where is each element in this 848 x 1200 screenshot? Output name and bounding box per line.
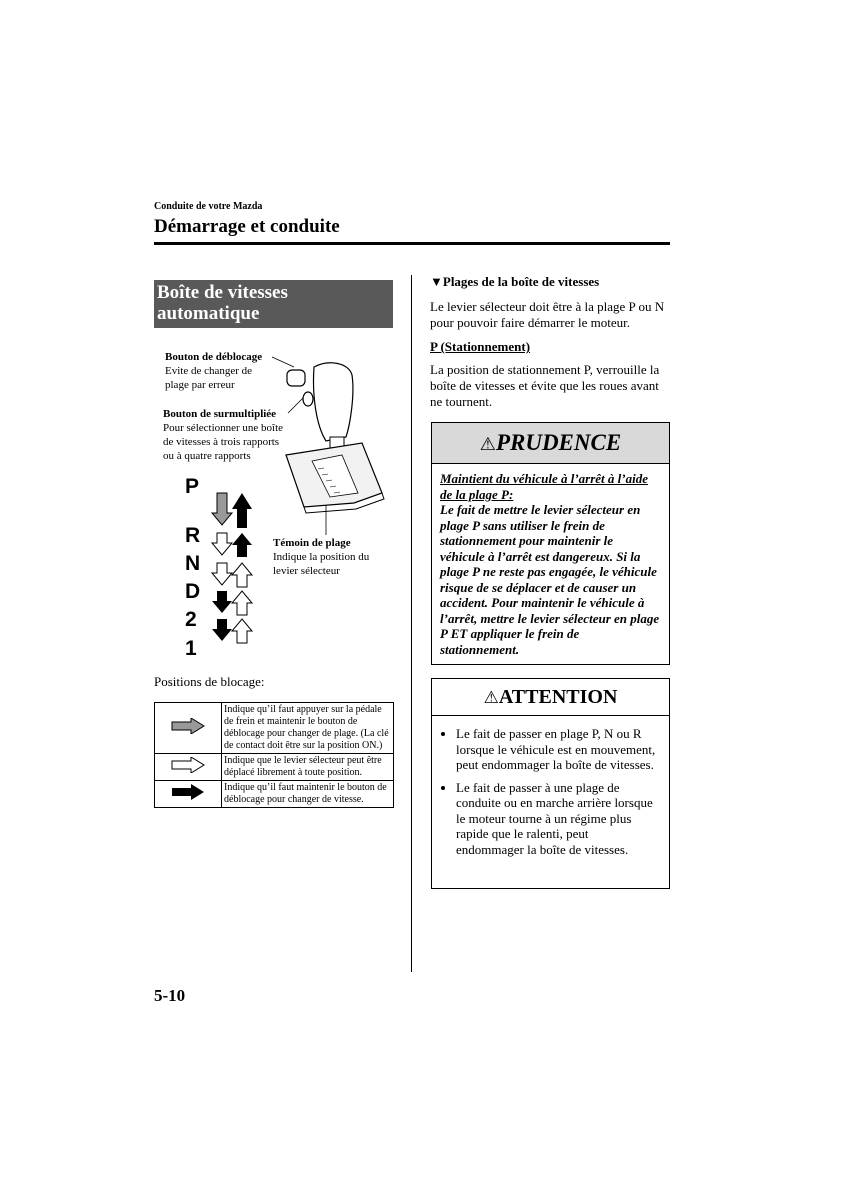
black-arrow-icon bbox=[171, 784, 205, 800]
caution-header: ⚠PRUDENCE bbox=[432, 423, 669, 464]
warning-triangle-icon: ⚠ bbox=[483, 688, 499, 707]
list-item: • Le fait de passer à une plage de conduite ou en marche arrière lorsque le moteur tourne à un régime plus rapide que le ralenti, peut endommager la boîte de vitesses. bbox=[456, 780, 659, 858]
table-row bbox=[155, 703, 394, 754]
gear-r: R bbox=[185, 524, 201, 547]
header-rule bbox=[154, 242, 670, 245]
gear-2: 2 bbox=[185, 608, 197, 631]
unlock-button-shape bbox=[287, 370, 305, 386]
overdrive-button-shape bbox=[303, 392, 313, 406]
legend-text: Indique qu’il faut maintenir le bouton de déblocage pour changer de vitesse. bbox=[222, 781, 394, 808]
section-heading-line1: Boîte de vitesses bbox=[157, 282, 288, 303]
park-paragraph: La position de stationnement P, verrouille la boîte de vitesses et évite que les roues avant ne tournent. bbox=[430, 362, 660, 409]
legend-text: Indique que le levier sélecteur peut être déplacé librement à toute position. bbox=[222, 754, 394, 781]
lock-legend-table bbox=[154, 702, 394, 808]
gray-arrow-icon bbox=[171, 718, 205, 734]
section-heading-line2: automatique bbox=[157, 303, 260, 324]
subsection-heading: ▼Plages de la boîte de vitesses bbox=[430, 274, 600, 289]
lock-arrows bbox=[212, 493, 252, 643]
caution-heading: Maintient du véhicule à l’arrêt à l’aide de la plage P: bbox=[440, 471, 648, 502]
lever-knob bbox=[314, 363, 353, 441]
chapter-title: Conduite de votre Mazda bbox=[154, 201, 263, 212]
page-number: 5-10 bbox=[154, 986, 186, 1005]
table-row bbox=[155, 781, 394, 808]
section-heading-box bbox=[154, 280, 393, 328]
unlock-button-label: Bouton de déblocage Evite de changer de plage par erreur bbox=[165, 351, 263, 391]
gear-p: P bbox=[185, 475, 200, 498]
gear-d: D bbox=[185, 580, 201, 603]
attention-list bbox=[438, 726, 659, 857]
attention-box bbox=[431, 678, 670, 889]
gear-1: 1 bbox=[185, 637, 197, 660]
intro-paragraph: Le levier sélecteur doit être à la plage P ou N pour pouvoir faire démarrer le moteur. bbox=[430, 299, 665, 330]
positions-label: Positions de blocage: bbox=[154, 674, 265, 689]
attention-header: ⚠ATTENTION bbox=[432, 679, 669, 716]
section-title: Démarrage et conduite bbox=[154, 216, 340, 237]
legend-text: Indique qu’il faut appuyer sur la pédale de frein et maintenir le bouton de déblocage pour changer de plage. (La clé de contact doit être sur la position ON.) bbox=[222, 703, 394, 754]
white-arrow-icon bbox=[171, 757, 205, 773]
overdrive-button-label: Bouton de surmultipliée Pour sélectionner une boîte de vitesses à trois rapports ou à quatre rapports bbox=[163, 408, 284, 462]
table-row bbox=[155, 754, 394, 781]
list-item: • Le fait de passer en plage P, N ou R lorsque le véhicule est en mouvement, peut endommager la boîte de vitesses. bbox=[456, 726, 659, 773]
gear-n: N bbox=[185, 552, 201, 575]
column-divider bbox=[411, 275, 412, 972]
triangle-down-icon: ▼ bbox=[430, 274, 443, 289]
park-subtitle: P (Stationnement) bbox=[430, 339, 531, 354]
caution-box bbox=[431, 422, 670, 665]
caution-text: Le fait de mettre le levier sélecteur en plage P sans utiliser le frein de stationnement pour maintenir le véhicule à l’arrêt est dangereux. Si la plage P ne reste pas engagée, le véhicule risque de se déplacer et de causer un accident. Pour maintenir le véhicule à l’arrêt, mettre le levier sélecteur en plage P ET appliquer le frein de stationnement. bbox=[440, 502, 660, 657]
warning-triangle-icon: ⚠ bbox=[479, 434, 496, 454]
range-indicator-label: Témoin de plage Indique la position du levier sélecteur bbox=[273, 537, 370, 577]
